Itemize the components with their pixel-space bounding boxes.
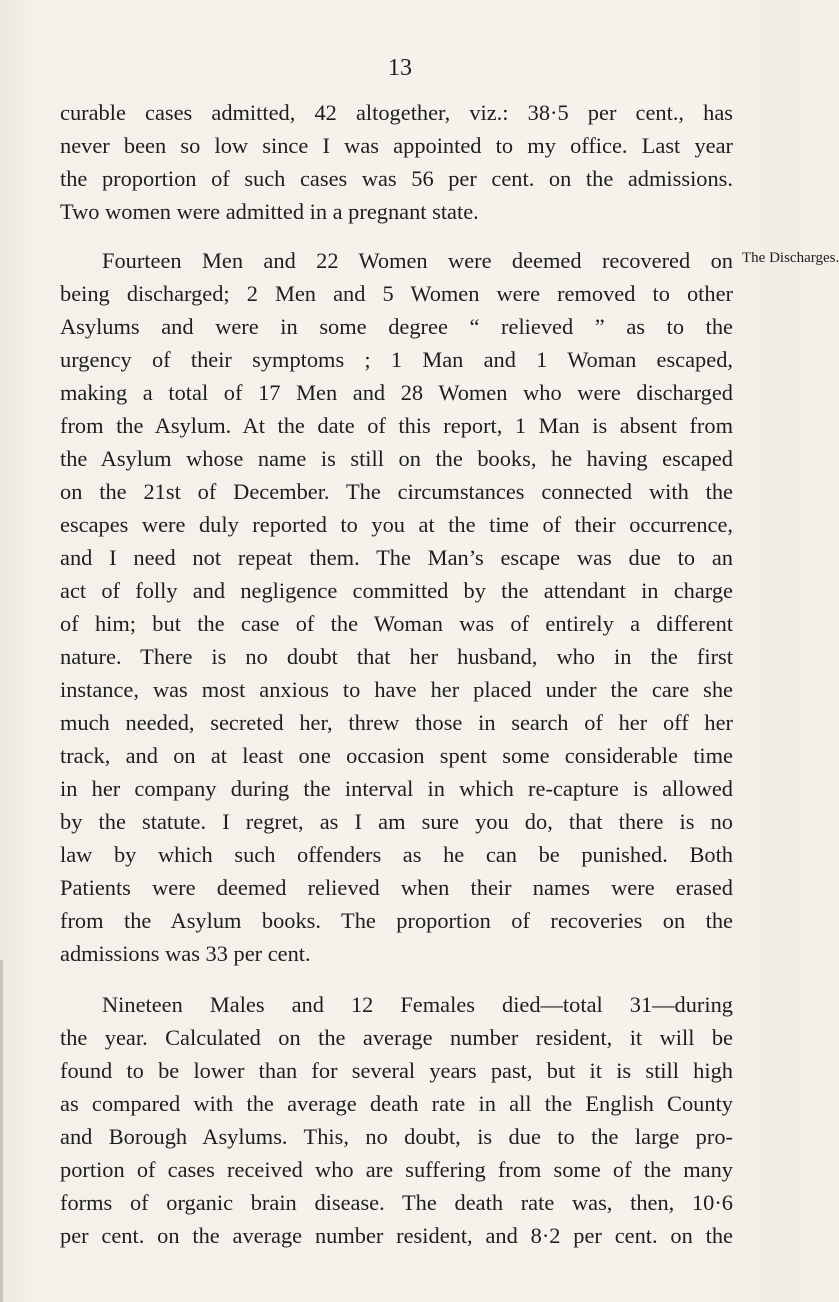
text-line: found to be lower than for several years past, but it is still high [60, 1058, 733, 1083]
text-line: by the statute. I regret, as I am sure you do, that there is no [60, 809, 733, 834]
text-line: forms of organic brain disease. The death rate was, then, 10·6 [60, 1190, 733, 1215]
text-line: Patients were deemed relieved when their names were erased [60, 875, 733, 900]
text-line: of him; but the case of the Woman was of entirely a different [60, 611, 733, 636]
text-line: law by which such offenders as he can be punished. Both [60, 842, 733, 867]
text-line: much needed, secreted her, threw those in search of her off her [60, 710, 733, 735]
text-line: track, and on at least one occasion spent some considerable time [60, 743, 733, 768]
text-line: nature. There is no doubt that her husband, who in the first [60, 644, 733, 669]
text-line: from the Asylum. At the date of this report, 1 Man is absent from [60, 413, 733, 438]
marginal-note: The Discharges. [742, 250, 839, 266]
text-line: from the Asylum books. The proportion of recoveries on the [60, 908, 733, 933]
text-line: Asylums and were in some degree “ relieved ” as to the [60, 314, 733, 339]
text-line: escapes were duly reported to you at the time of their occurrence, [60, 512, 733, 537]
text-line: on the 21st of December. The circumstances connected with the [60, 479, 733, 504]
text-line: Nineteen Males and 12 Females died—total 31—during [102, 992, 733, 1017]
text-line: instance, was most anxious to have her placed under the care she [60, 677, 733, 702]
text-line: being discharged; 2 Men and 5 Women were removed to other [60, 281, 733, 306]
text-line: the proportion of such cases was 56 per cent. on the admissions. [60, 166, 733, 191]
page-number: 13 [388, 55, 412, 81]
text-line: the Asylum whose name is still on the books, he having escaped [60, 446, 733, 471]
text-line: and I need not repeat them. The Man’s escape was due to an [60, 545, 733, 570]
text-line: and Borough Asylums. This, no doubt, is due to the large pro- [60, 1124, 733, 1149]
text-line: Fourteen Men and 22 Women were deemed recovered on [102, 248, 733, 273]
text-line: Two women were admitted in a pregnant state. [60, 199, 479, 224]
text-line: the year. Calculated on the average number resident, it will be [60, 1025, 733, 1050]
text-line: in her company during the interval in which re-capture is allowed [60, 776, 733, 801]
page-edge-shadow [0, 960, 3, 1302]
text-line: making a total of 17 Men and 28 Women who were discharged [60, 380, 733, 405]
text-line: admissions was 33 per cent. [60, 941, 311, 966]
text-line: never been so low since I was appointed to my office. Last year [60, 133, 733, 158]
text-line: urgency of their symptoms ; 1 Man and 1 Woman escaped, [60, 347, 733, 372]
text-line: act of folly and negligence committed by the attendant in charge [60, 578, 733, 603]
text-line: as compared with the average death rate in all the English County [60, 1091, 733, 1116]
text-line: portion of cases received who are suffering from some of the many [60, 1157, 733, 1182]
text-line: per cent. on the average number resident, and 8·2 per cent. on the [60, 1223, 733, 1248]
text-line: curable cases admitted, 42 altogether, viz.: 38·5 per cent., has [60, 100, 733, 125]
